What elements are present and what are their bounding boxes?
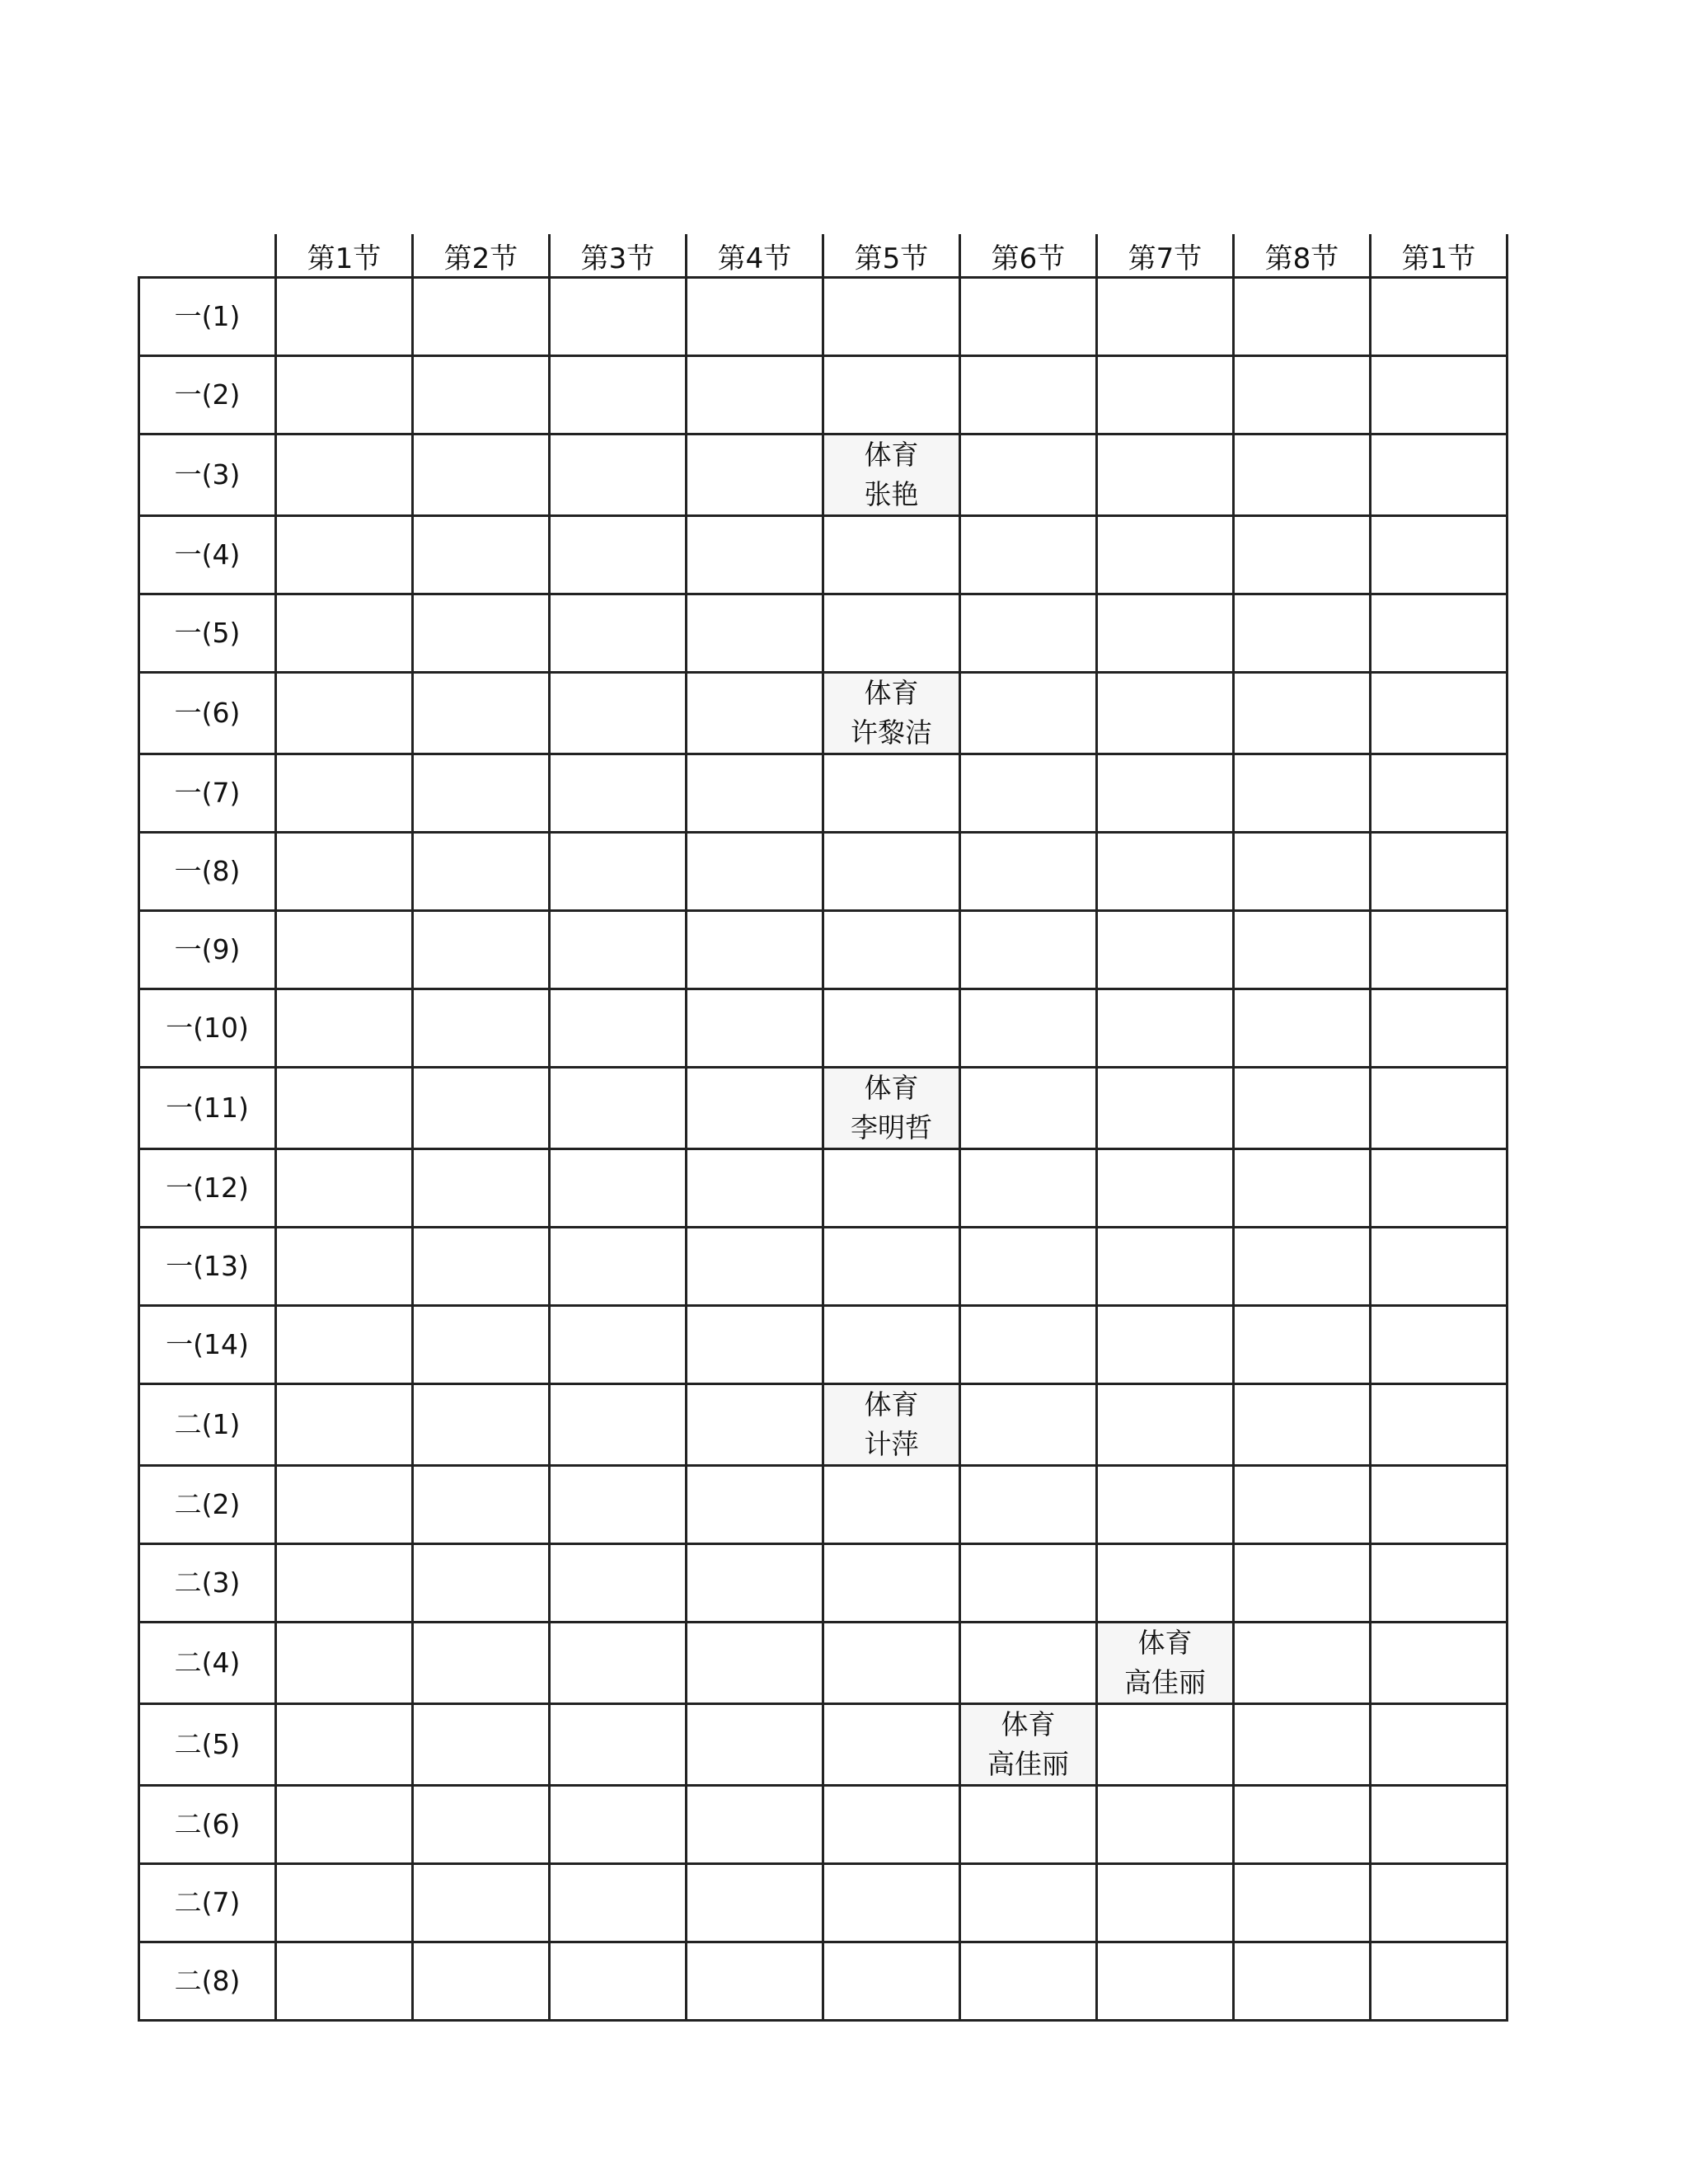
schedule-cell [1234,833,1371,911]
period-header: 第1节 [276,234,413,278]
schedule-cell [1234,1544,1371,1623]
schedule-cell [1371,833,1507,911]
lesson-subject: 体育 [864,677,919,709]
schedule-cell [550,1864,687,1942]
schedule-cell [823,1384,960,1466]
schedule-cell [823,833,960,911]
schedule-cell [687,1466,823,1544]
schedule-cell [1371,1068,1507,1149]
schedule-cell [1371,1786,1507,1864]
lesson-teacher: 高佳丽 [1124,1666,1206,1698]
schedule-cell [687,833,823,911]
schedule-cell [1234,754,1371,833]
schedule-cell [823,1942,960,2021]
schedule-cell [276,754,413,833]
schedule-cell [687,516,823,594]
schedule-cell [550,673,687,754]
schedule-cell [687,1864,823,1942]
schedule-cell [1097,1149,1234,1228]
schedule-cell [687,356,823,434]
class-label: 二(5) [139,1704,276,1786]
schedule-cell [687,1544,823,1623]
schedule-cell [1371,1704,1507,1786]
schedule-cell [276,1306,413,1384]
schedule-cell [550,516,687,594]
schedule-cell [1234,1149,1371,1228]
schedule-cell [276,594,413,673]
schedule-cell [550,1704,687,1786]
schedule-cell [823,989,960,1068]
schedule-cell [823,516,960,594]
schedule-cell [276,1786,413,1864]
table-row [139,434,1507,516]
class-label: 一(7) [139,754,276,833]
schedule-cell [823,1068,960,1149]
table-row [139,1384,1507,1466]
schedule-cell [550,278,687,356]
class-label: 二(2) [139,1466,276,1544]
table-row [139,278,1507,356]
schedule-cell [687,1384,823,1466]
lesson-subject: 体育 [1001,1708,1056,1740]
schedule-cell [1371,1149,1507,1228]
schedule-cell [1234,1228,1371,1306]
schedule-cell [960,434,1097,516]
schedule-cell [1234,278,1371,356]
schedule-cell [276,1544,413,1623]
schedule-cell [687,1228,823,1306]
schedule-cell [550,1544,687,1623]
schedule-cell [550,1786,687,1864]
schedule-cell [1371,911,1507,989]
table-row [139,1466,1507,1544]
schedule-cell [1097,1864,1234,1942]
schedule-cell [1097,594,1234,673]
class-label: 一(14) [139,1306,276,1384]
schedule-cell [960,1704,1097,1786]
table-row [139,833,1507,911]
class-label: 一(1) [139,278,276,356]
schedule-cell [960,1864,1097,1942]
period-header-row [139,234,1507,278]
table-row [139,911,1507,989]
schedule-cell [276,989,413,1068]
schedule-cell [1234,1704,1371,1786]
schedule-cell [276,356,413,434]
class-label: 二(1) [139,1384,276,1466]
schedule-cell [276,1228,413,1306]
schedule-cell [550,1466,687,1544]
schedule-cell [960,673,1097,754]
schedule-cell [960,754,1097,833]
schedule-cell [1097,1384,1234,1466]
schedule-cell [413,1623,550,1704]
class-label: 一(3) [139,434,276,516]
table-row [139,594,1507,673]
schedule-cell [413,1306,550,1384]
schedule-cell [1234,1384,1371,1466]
period-header: 第4节 [687,234,823,278]
schedule-cell [823,1623,960,1704]
schedule-cell [1371,1544,1507,1623]
schedule-cell [960,989,1097,1068]
schedule-cell [823,911,960,989]
schedule-cell [687,673,823,754]
schedule-cell [687,1068,823,1149]
schedule-cell [1371,356,1507,434]
table-row [139,1864,1507,1942]
table-row [139,356,1507,434]
period-header: 第1节 [1371,234,1507,278]
schedule-cell [960,516,1097,594]
schedule-cell [276,833,413,911]
schedule-cell [687,278,823,356]
period-header: 第3节 [550,234,687,278]
schedule-cell [1371,1864,1507,1942]
schedule-cell [960,1306,1097,1384]
lesson-subject: 体育 [864,439,919,471]
schedule-cell [823,1544,960,1623]
table-row [139,1623,1507,1704]
schedule-cell [1097,1786,1234,1864]
schedule-cell [550,356,687,434]
schedule-cell [960,1149,1097,1228]
schedule-cell [276,434,413,516]
schedule-cell [1097,1306,1234,1384]
class-label: 一(9) [139,911,276,989]
class-label: 一(10) [139,989,276,1068]
schedule-cell [687,1942,823,2021]
schedule-cell [1097,516,1234,594]
schedule-cell [960,594,1097,673]
schedule-cell [823,1228,960,1306]
period-header: 第8节 [1234,234,1371,278]
schedule-cell [1234,1306,1371,1384]
schedule-cell [1097,989,1234,1068]
class-label: 二(4) [139,1623,276,1704]
schedule-cell [1097,911,1234,989]
schedule-cell [413,1466,550,1544]
schedule-cell [1097,754,1234,833]
schedule-cell [1371,434,1507,516]
schedule-cell [1371,1228,1507,1306]
class-label: 二(3) [139,1544,276,1623]
class-label: 二(6) [139,1786,276,1864]
class-label: 一(2) [139,356,276,434]
class-label: 二(7) [139,1864,276,1942]
schedule-cell [1234,673,1371,754]
schedule-cell [1371,754,1507,833]
schedule-cell [960,1942,1097,2021]
schedule-cell [823,594,960,673]
schedule-cell [960,1786,1097,1864]
schedule-cell [413,1864,550,1942]
schedule-cell [1097,1068,1234,1149]
schedule-cell [276,1068,413,1149]
schedule-cell [1097,673,1234,754]
class-label: 一(12) [139,1149,276,1228]
schedule-cell [413,594,550,673]
schedule-cell [413,911,550,989]
schedule-cell [550,989,687,1068]
schedule-cell [276,1466,413,1544]
class-schedule-table [138,234,1508,2022]
schedule-cell [1371,516,1507,594]
table-row [139,1228,1507,1306]
schedule-cell [413,673,550,754]
schedule-cell [1371,1384,1507,1466]
schedule-cell [1097,1623,1234,1704]
period-header: 第2节 [413,234,550,278]
schedule-cell [550,1623,687,1704]
schedule-cell [276,1149,413,1228]
schedule-cell [1371,1466,1507,1544]
class-label: 一(11) [139,1068,276,1149]
schedule-cell [413,1384,550,1466]
table-row [139,1149,1507,1228]
period-header: 第6节 [960,234,1097,278]
schedule-cell [960,278,1097,356]
lesson-subject: 体育 [864,1388,919,1421]
schedule-cell [413,989,550,1068]
table-row [139,754,1507,833]
schedule-cell [687,989,823,1068]
schedule-cell [823,1306,960,1384]
schedule-cell [1234,1466,1371,1544]
table-row [139,1068,1507,1149]
schedule-cell [550,754,687,833]
schedule-cell [823,1786,960,1864]
schedule-cell [413,516,550,594]
schedule-cell [1097,278,1234,356]
schedule-cell [960,1068,1097,1149]
schedule-cell [1234,356,1371,434]
schedule-cell [1371,1623,1507,1704]
schedule-cell [413,1068,550,1149]
class-label: 一(4) [139,516,276,594]
lesson-teacher: 李明哲 [851,1111,932,1144]
schedule-cell [1234,1864,1371,1942]
schedule-cell [823,1704,960,1786]
schedule-cell [1234,911,1371,989]
schedule-cell [823,1466,960,1544]
schedule-cell [276,1864,413,1942]
lesson-teacher: 高佳丽 [987,1748,1069,1780]
corner-cell [139,234,276,278]
schedule-cell [1371,278,1507,356]
schedule-cell [1097,434,1234,516]
period-header: 第7节 [1097,234,1234,278]
schedule-cell [550,434,687,516]
schedule-cell [687,911,823,989]
schedule-cell [276,516,413,594]
lesson-teacher: 许黎洁 [851,716,932,749]
schedule-cell [413,356,550,434]
class-label: 一(5) [139,594,276,673]
schedule-cell [413,1704,550,1786]
schedule-cell [413,1942,550,2021]
schedule-cell [550,1068,687,1149]
schedule-cell [960,1228,1097,1306]
table-row [139,1704,1507,1786]
schedule-cell [1234,1068,1371,1149]
schedule-cell [1097,1942,1234,2021]
class-label: 一(6) [139,673,276,754]
schedule-cell [1234,1942,1371,2021]
lesson-subject: 体育 [1137,1627,1193,1659]
schedule-cell [276,1623,413,1704]
table-row [139,1544,1507,1623]
schedule-cell [960,1384,1097,1466]
schedule-cell [687,594,823,673]
schedule-body [139,278,1507,2021]
schedule-cell [550,1149,687,1228]
table-row [139,989,1507,1068]
schedule-cell [823,673,960,754]
schedule-cell [1234,516,1371,594]
schedule-cell [687,1149,823,1228]
schedule-cell [413,1149,550,1228]
schedule-cell [276,1942,413,2021]
schedule-cell [276,278,413,356]
table-row [139,1306,1507,1384]
schedule-cell [276,1384,413,1466]
table-row [139,1786,1507,1864]
schedule-cell [276,1704,413,1786]
schedule-cell [687,1623,823,1704]
schedule-cell [1371,673,1507,754]
schedule-cell [550,1306,687,1384]
schedule-cell [550,1384,687,1466]
schedule-cell [960,911,1097,989]
schedule-cell [1097,1228,1234,1306]
schedule-cell [1097,1704,1234,1786]
lesson-subject: 体育 [864,1072,919,1104]
period-header: 第5节 [823,234,960,278]
schedule-cell [1371,1306,1507,1384]
schedule-cell [276,911,413,989]
schedule-cell [960,1544,1097,1623]
schedule-cell [1234,989,1371,1068]
schedule-cell [687,1786,823,1864]
schedule-cell [276,673,413,754]
schedule-cell [550,1228,687,1306]
schedule-cell [823,434,960,516]
schedule-cell [550,911,687,989]
schedule-cell [687,1704,823,1786]
table-row [139,1942,1507,2021]
schedule-cell [1371,594,1507,673]
schedule-cell [1234,1623,1371,1704]
schedule-cell [687,1306,823,1384]
schedule-cell [413,1544,550,1623]
schedule-cell [413,833,550,911]
schedule-cell [960,1466,1097,1544]
schedule-cell [413,278,550,356]
table-row [139,673,1507,754]
schedule-cell [687,434,823,516]
schedule-cell [960,1623,1097,1704]
schedule-cell [1234,594,1371,673]
schedule-cell [823,278,960,356]
schedule-cell [1234,1786,1371,1864]
schedule-cell [1097,833,1234,911]
schedule-cell [413,754,550,833]
schedule-cell [1234,434,1371,516]
schedule-cell [823,356,960,434]
lesson-teacher: 计萍 [864,1428,919,1460]
schedule-cell [413,1786,550,1864]
schedule-cell [823,754,960,833]
table-row [139,516,1507,594]
schedule-cell [1097,1544,1234,1623]
class-label: 一(8) [139,833,276,911]
schedule-cell [823,1149,960,1228]
lesson-teacher: 张艳 [864,478,919,510]
schedule-cell [1371,1942,1507,2021]
schedule-cell [550,833,687,911]
class-label: 一(13) [139,1228,276,1306]
schedule-cell [550,594,687,673]
schedule-cell [960,833,1097,911]
class-label: 二(8) [139,1942,276,2021]
schedule-cell [413,434,550,516]
schedule-cell [687,754,823,833]
schedule-cell [1371,989,1507,1068]
schedule-cell [1097,356,1234,434]
schedule-cell [1097,1466,1234,1544]
schedule-cell [413,1228,550,1306]
schedule-cell [550,1942,687,2021]
schedule-cell [823,1864,960,1942]
schedule-cell [960,356,1097,434]
